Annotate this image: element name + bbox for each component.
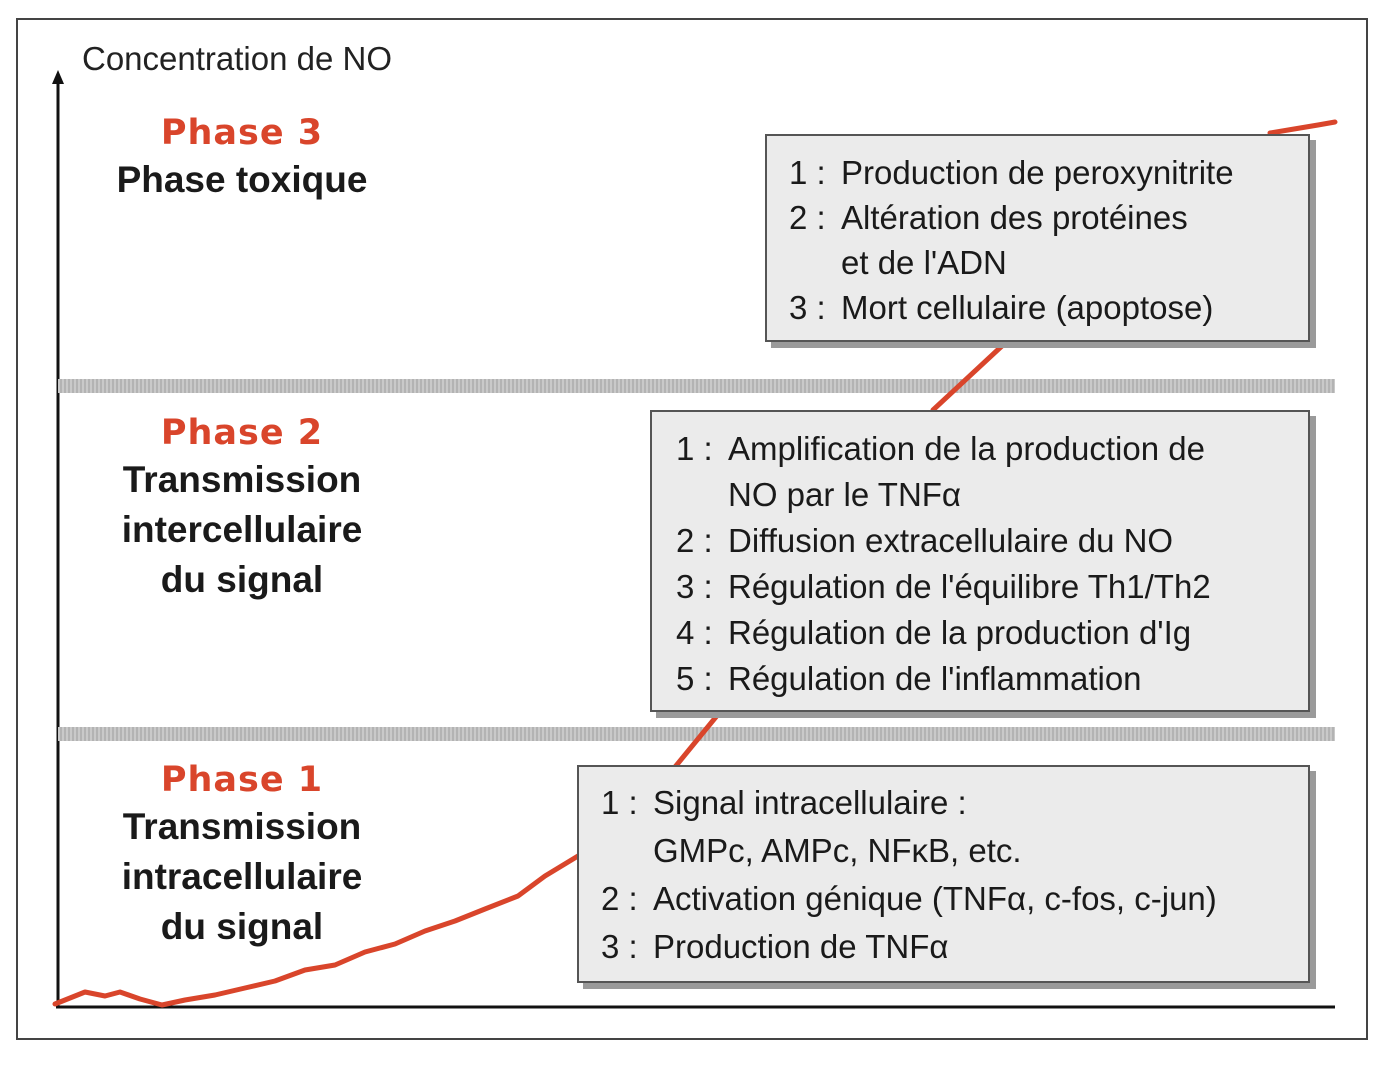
effect-item: [789, 150, 1298, 195]
effect-item-text: Altération des protéines et de l'ADN: [841, 199, 1188, 281]
effect-item-number: 2 :: [789, 199, 826, 236]
phase-2-name: [82, 455, 402, 605]
effect-item: [601, 779, 1300, 875]
effect-item-text: Signal intracellulaire : GMPc, AMPc, NFκB, etc.: [653, 784, 1022, 869]
no-concentration-curve-segment: [675, 712, 720, 767]
phase-1-effects-box: [577, 765, 1310, 983]
effect-item-text: Régulation de la production d'Ig: [728, 614, 1192, 651]
phase-2-label: [82, 413, 402, 605]
phase-1-name-line: Transmission: [122, 806, 362, 847]
effect-item-number: 1 :: [601, 784, 638, 821]
effect-item-number: 5 :: [676, 660, 713, 697]
phase-2-name-line: intercellulaire: [121, 509, 363, 550]
effect-item: [676, 426, 1300, 518]
phase-1-name-line: intracellulaire: [121, 856, 363, 897]
phase-2-name-line: Transmission: [122, 459, 362, 500]
effect-item: [676, 610, 1300, 656]
effect-item-text: Régulation de l'inflammation: [728, 660, 1142, 697]
effect-item-text: Production de peroxynitrite: [841, 154, 1234, 191]
effect-item-text: Régulation de l'équilibre Th1/Th2: [728, 568, 1211, 605]
phase-2-name-line: du signal: [160, 559, 324, 600]
phase-2-effects-box: [650, 410, 1310, 712]
no-concentration-curve-segment: [1270, 122, 1335, 133]
phase-1-number: Phase 1: [160, 760, 324, 800]
effect-item: [789, 195, 1298, 285]
effect-item-number: 2 :: [676, 522, 713, 559]
y-axis-label: Concentration de NO: [82, 40, 393, 77]
effect-item-text: Mort cellulaire (apoptose): [841, 289, 1214, 326]
effect-item-number: 3 :: [789, 289, 826, 326]
phase-3-effects-box: [765, 134, 1310, 342]
effect-item-number: 1 :: [789, 154, 826, 191]
phase-3-label: [82, 113, 402, 205]
effect-item: [676, 656, 1300, 702]
effect-item: [601, 875, 1300, 923]
effect-item-text: Production de TNFα: [653, 928, 949, 965]
effect-item-number: 1 :: [676, 430, 713, 467]
phase-1-name-line: du signal: [160, 906, 324, 947]
phase-3-name: [82, 155, 402, 205]
effect-item: [676, 518, 1300, 564]
effect-item: [789, 285, 1298, 330]
effect-item-number: 3 :: [676, 568, 713, 605]
phase-1-name: [82, 802, 402, 952]
phase-1-label: [82, 760, 402, 952]
effect-item: [676, 564, 1300, 610]
effect-item-text: Amplification de la production de NO par le TNFα: [728, 430, 1205, 513]
phase-3-name-line: Phase toxique: [116, 159, 368, 200]
phase-2-number: Phase 2: [160, 413, 324, 453]
effect-item-number: 3 :: [601, 928, 638, 965]
effect-item-text: Diffusion extracellulaire du NO: [728, 522, 1174, 559]
effect-item-number: 4 :: [676, 614, 713, 651]
no-concentration-curve-segment: [933, 345, 1003, 410]
effect-item: [601, 923, 1300, 971]
effect-item-text: Activation génique (TNFα, c-fos, c-jun): [653, 880, 1217, 917]
effect-item-number: 2 :: [601, 880, 638, 917]
phase-3-number: Phase 3: [160, 113, 324, 153]
